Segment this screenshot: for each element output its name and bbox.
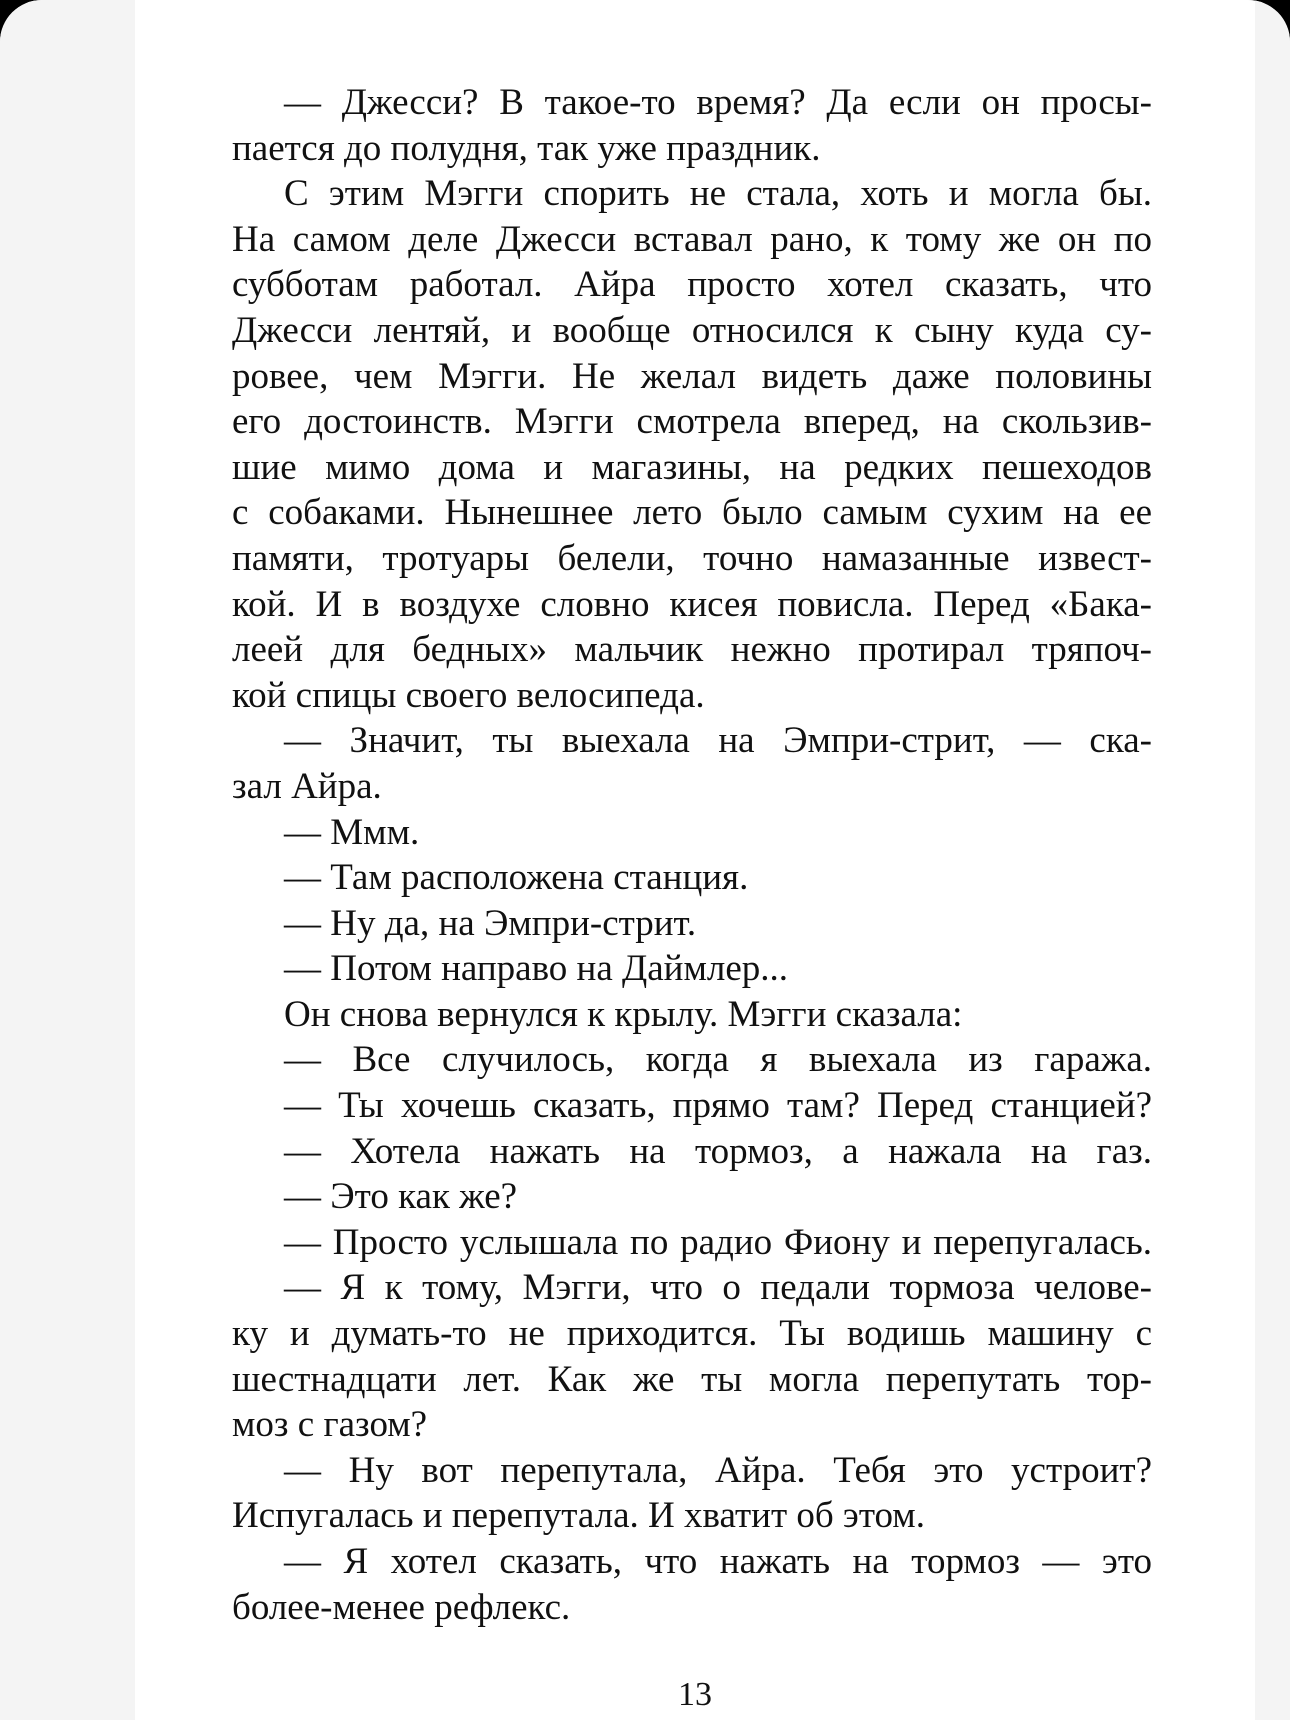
text-line: субботам работал. Айра просто хотел сказать, что [232, 264, 1152, 306]
text-line: На самом деле Джесси вставал рано, к тому же он по [232, 218, 1152, 260]
text-line: — Значит, ты выехала на Эмпри-стрит, — ска- [284, 720, 1152, 762]
text-line: — Там расположена станция. [284, 857, 749, 899]
text-line: кой. И в воздухе словно кисея повисла. Перед «Бака- [232, 583, 1152, 625]
text-line: его достоинств. Мэгги смотрела вперед, на скользив- [232, 401, 1152, 443]
text-line: пается до полудня, так уже праздник. [232, 127, 821, 169]
text-line: Джесси лентяй, и вообще относился к сыну куда су- [232, 309, 1152, 351]
text-line: — Просто услышала по радио Фиону и перепугалась. [284, 1221, 1152, 1263]
text-line: памяти, тротуары белели, точно намазанные извест- [232, 537, 1152, 579]
text-line: ровее, чем Мэгги. Не желал видеть даже половины [232, 355, 1152, 397]
scan-right-margin [1255, 0, 1290, 1720]
text-line: шие мимо дома и магазины, на редких пешеходов [232, 446, 1152, 488]
page-text [232, 80, 1152, 1630]
book-page [135, 0, 1255, 1720]
text-line: С этим Мэгги спорить не стала, хоть и могла бы. [284, 173, 1152, 215]
text-line: зал Айра. [232, 765, 382, 807]
text-line: — Ну вот перепутала, Айра. Тебя это устроит? [284, 1449, 1152, 1491]
text-line: — Хотела нажать на тормоз, а нажала на газ. [284, 1130, 1152, 1172]
text-line: — Ты хочешь сказать, прямо там? Перед станцией? [284, 1085, 1152, 1127]
text-line: ку и думать-то не приходится. Ты водишь машину с [232, 1313, 1152, 1355]
text-line: — Это как же? [284, 1176, 518, 1218]
text-line: Он снова вернулся к крылу. Мэгги сказала: [284, 993, 963, 1035]
text-line: — Потом направо на Даймлер... [284, 948, 789, 990]
text-line: — Я к тому, Мэгги, что о педали тормоза челове- [284, 1267, 1152, 1309]
text-line: — Все случилось, когда я выехала из гаража. [284, 1039, 1152, 1081]
text-line: более-менее рефлекс. [232, 1586, 571, 1628]
text-line: — Ммм. [284, 811, 420, 853]
text-line: моз с газом? [232, 1404, 428, 1446]
text-line: Испугалась и перепутала. И хватит об этом. [232, 1495, 925, 1537]
scan-left-margin [0, 0, 135, 1720]
page-number: 13 [678, 1676, 712, 1713]
text-line: с собаками. Нынешнее лето было самым сухим на ее [232, 492, 1152, 534]
text-line: леей для бедных» мальчик нежно протирал тряпоч- [232, 629, 1152, 671]
text-line: — Джесси? В такое-то время? Да если он просы- [284, 82, 1152, 123]
text-line: шестнадцати лет. Как же ты могла перепутать тор- [232, 1358, 1152, 1400]
text-line: кой спицы своего велосипеда. [232, 674, 705, 716]
text-line: — Ну да, на Эмпри-стрит. [284, 902, 697, 944]
text-line: — Я хотел сказать, что нажать на тормоз — это [284, 1541, 1152, 1582]
